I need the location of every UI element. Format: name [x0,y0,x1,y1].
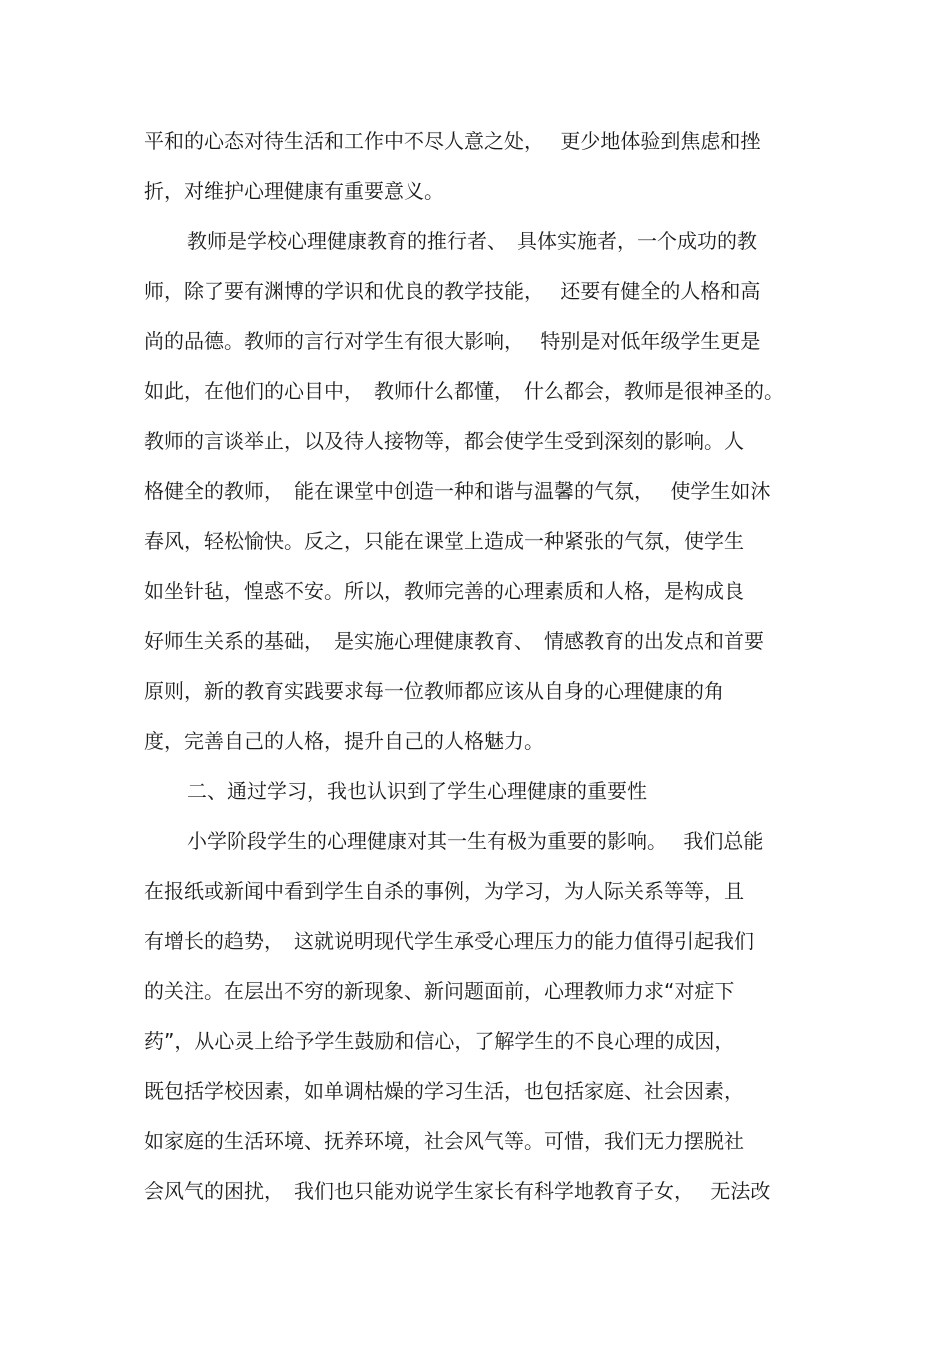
text-line: 原则，新的教育实践要求每一位教师都应该从自身的心理健康的角 [144,679,724,703]
text-line: 在报纸或新闻中看到学生自杀的事例，为学习，为人际关系等等，且 [144,879,744,903]
paragraph-first-line: 教师是学校心理健康教育的推行者、 具体实施者，一个成功的教 [187,229,757,253]
text-line: 春风，轻松愉快。反之，只能在课堂上造成一种紧张的气氛，使学生 [144,529,744,553]
text-line: 度，完善自己的人格，提升自己的人格魅力。 [144,729,544,753]
text-line: 既包括学校因素，如单调枯燥的学习生活，也包括家庭、社会因素， [144,1079,744,1103]
paragraph-first-line: 小学阶段学生的心理健康对其一生有极为重要的影响。 我们总能 [187,829,764,853]
text-line: 折，对维护心理健康有重要意义。 [144,179,444,203]
text-line: 教师的言谈举止，以及待人接物等，都会使学生受到深刻的影响。人 [144,429,744,453]
text-line: 尚的品德。教师的言行对学生有很大影响， 特别是对低年级学生更是 [144,329,761,353]
text-line: 如坐针毡，惶惑不安。所以，教师完善的心理素质和人格，是构成良 [144,579,744,603]
text-line: 有增长的趋势， 这就说明现代学生承受心理压力的能力值得引起我们 [144,929,754,953]
text-line: 师，除了要有渊博的学识和优良的教学技能， 还要有健全的人格和高 [144,279,761,303]
text-line: 如家庭的生活环境、抚养环境，社会风气等。可惜，我们无力摆脱社 [144,1129,744,1153]
text-line: 会风气的困扰， 我们也只能劝说学生家长有科学地教育子女， 无法改 [144,1179,771,1203]
text-line: 药”，从心灵上给予学生鼓励和信心，了解学生的不良心理的成因， [144,1029,735,1053]
section-heading: 二、通过学习，我也认识到了学生心理健康的重要性 [187,779,647,803]
text-line: 平和的心态对待生活和工作中不尽人意之处， 更少地体验到焦虑和挫 [144,129,761,153]
text-line: 格健全的教师， 能在课堂中创造一种和谐与温馨的气氛， 使学生如沐 [144,479,771,503]
text-line: 好师生关系的基础， 是实施心理健康教育、 情感教育的出发点和首要 [144,629,764,653]
text-line: 的关注。在层出不穷的新现象、新问题面前，心理教师力求“对症下 [144,979,735,1003]
text-line: 如此，在他们的心目中， 教师什么都懂， 什么都会，教师是很神圣的。 [144,379,784,403]
